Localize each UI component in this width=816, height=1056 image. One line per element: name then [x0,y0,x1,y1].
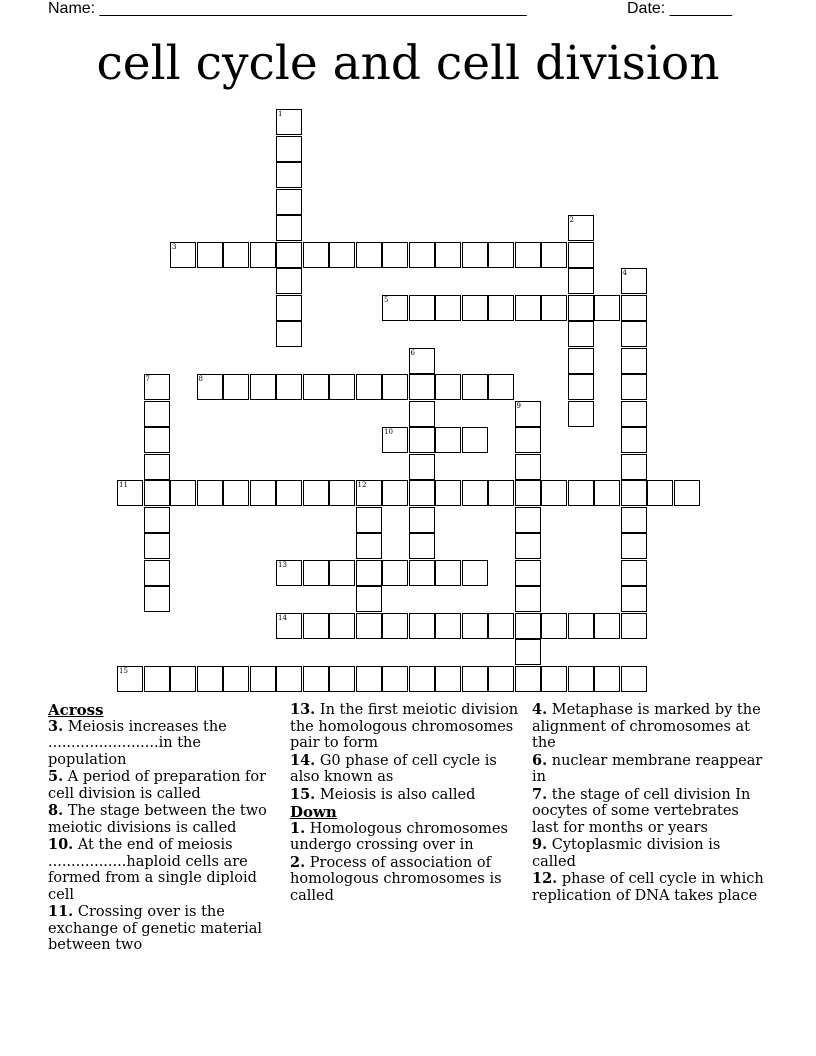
crossword-cell[interactable] [568,401,594,427]
clue-across-14 [290,753,526,786]
clue-text: Cytoplasmic division is called [532,837,721,870]
crossword-cell[interactable] [435,427,461,453]
crossword-cell[interactable] [621,268,647,294]
across-heading: Across [48,701,104,719]
crossword-cell[interactable] [329,242,355,268]
crossword-cell[interactable] [568,268,594,294]
crossword-cell[interactable] [409,242,435,268]
crossword-cell[interactable] [568,666,594,692]
cell-number: 5 [384,295,389,304]
crossword-cell[interactable] [303,242,329,268]
crossword-cell[interactable] [594,666,620,692]
clue-number: 4. [532,701,548,718]
crossword-cell[interactable] [170,480,196,506]
crossword-cell[interactable] [144,560,170,586]
crossword-cell[interactable] [382,560,408,586]
crossword-cell[interactable] [250,242,276,268]
clue-down-6 [532,753,768,786]
crossword-cell[interactable] [488,613,514,639]
cell-number: 1 [278,110,283,118]
crossword-cell[interactable] [462,295,488,321]
crossword-cell[interactable] [303,613,329,639]
crossword-cell[interactable] [621,374,647,400]
crossword-cell[interactable] [621,666,647,692]
cell-number: 7 [145,375,150,383]
crossword-cell[interactable] [223,480,249,506]
crossword-cell[interactable] [144,454,170,480]
clue-number: 2. [290,853,306,871]
clue-across-8 [48,803,278,836]
crossword-cell[interactable] [276,215,302,241]
clue-across-5 [48,769,278,802]
crossword-cell[interactable] [409,666,435,692]
clue-text: Metaphase is marked by the alignment of chromosomes at the [532,702,761,751]
crossword-cell[interactable] [144,427,170,453]
crossword-cell[interactable] [356,666,382,692]
clue-text: The stage between the two meiotic divisions is called [48,803,267,836]
header [48,0,748,22]
crossword-cell[interactable] [409,613,435,639]
crossword-cell[interactable] [488,374,514,400]
crossword-cell[interactable] [356,613,382,639]
crossword-cell[interactable] [409,533,435,559]
crossword-cell[interactable] [515,613,541,639]
crossword-cell[interactable] [276,480,302,506]
crossword-cell[interactable] [382,480,408,506]
crossword-cell[interactable] [409,374,435,400]
crossword-cell[interactable] [382,374,408,400]
crossword-cell[interactable] [621,401,647,427]
crossword-cell[interactable] [144,401,170,427]
crossword-cell[interactable] [462,374,488,400]
crossword-cell[interactable] [409,507,435,533]
crossword-cell[interactable] [568,480,594,506]
crossword-cell[interactable] [541,666,567,692]
crossword-cell[interactable] [621,613,647,639]
crossword-cell[interactable] [409,401,435,427]
crossword-cell[interactable] [144,507,170,533]
cell-number: 9 [516,401,521,410]
clue-number: 8. [48,802,64,819]
crossword-cell[interactable] [515,560,541,586]
crossword-cell[interactable] [568,215,594,241]
crossword-cell[interactable] [170,666,196,692]
crossword-cell[interactable] [568,321,594,347]
page-title: cell cycle and cell division [96,36,720,91]
crossword-cell[interactable] [462,666,488,692]
crossword-cell[interactable] [594,295,620,321]
crossword-cell[interactable] [621,348,647,374]
crossword-cell[interactable] [144,480,170,506]
clue-down-12 [532,871,768,904]
name-field-label[interactable]: Name: ________________________________________________ [48,0,527,17]
crossword-cell[interactable] [409,560,435,586]
clue-text: Meiosis is also called [319,786,476,803]
crossword-cell[interactable] [541,242,567,268]
cell-number: 6 [410,348,415,357]
crossword-cell[interactable] [515,242,541,268]
crossword-cell[interactable] [621,533,647,559]
crossword-cell[interactable] [541,613,567,639]
clue-number: 11. [48,903,74,920]
crossword-cell[interactable] [250,374,276,400]
crossword-cell[interactable] [488,242,514,268]
clue-number: 5. [48,768,64,785]
crossword-cell[interactable] [515,295,541,321]
crossword-cell[interactable] [276,189,302,215]
crossword-cell[interactable] [197,242,223,268]
cell-number: 11 [119,481,128,489]
crossword-cell[interactable] [409,295,435,321]
clue-column-2 [290,702,526,905]
clue-text: A period of preparation for cell division is called [48,769,267,802]
crossword-cell[interactable] [329,666,355,692]
crossword-cell[interactable] [462,613,488,639]
crossword-cell[interactable] [250,480,276,506]
crossword-cell[interactable] [223,666,249,692]
cell-number: 12 [357,481,367,489]
crossword-cell[interactable] [515,533,541,559]
crossword-cell[interactable] [462,560,488,586]
crossword-cell[interactable] [223,242,249,268]
clue-number: 3. [48,717,64,735]
crossword-cell[interactable] [435,374,461,400]
crossword-cell[interactable] [515,507,541,533]
crossword-cell[interactable] [303,666,329,692]
cell-number: 15 [119,666,128,675]
crossword-cell[interactable] [144,374,170,400]
crossword-cell[interactable] [303,560,329,586]
crossword-cell[interactable] [462,242,488,268]
clue-across-3 [48,719,278,769]
crossword-cell[interactable] [435,295,461,321]
crossword-cell[interactable] [674,480,700,506]
crossword-cell[interactable] [303,480,329,506]
crossword-cell[interactable] [356,242,382,268]
crossword-cell[interactable] [488,666,514,692]
clue-number: 6. [532,751,548,769]
clue-down-4 [532,702,768,752]
clue-number: 7. [532,785,548,803]
cell-number: 14 [278,613,287,622]
crossword-cell[interactable] [515,586,541,612]
crossword-cell[interactable] [568,242,594,268]
crossword-cell[interactable] [329,480,355,506]
clue-number: 9. [532,836,548,853]
crossword-cell[interactable] [515,639,541,665]
crossword-cell[interactable] [382,242,408,268]
crossword-cell[interactable] [409,427,435,453]
down-heading: Down [290,803,337,821]
crossword-cell[interactable] [568,613,594,639]
crossword-cell[interactable] [223,374,249,400]
crossword-cell[interactable] [594,613,620,639]
crossword-cell[interactable] [276,136,302,162]
crossword-cell[interactable] [488,295,514,321]
crossword-cell[interactable] [170,242,196,268]
crossword-cell[interactable] [356,560,382,586]
crossword-cell[interactable] [144,533,170,559]
cell-number: 2 [569,216,574,224]
crossword-cell[interactable] [117,666,143,692]
clue-down-2 [290,855,526,905]
crossword-cell[interactable] [250,666,276,692]
cell-number: 3 [172,242,177,251]
crossword-cell[interactable] [276,109,302,135]
clue-text: At the end of meiosis .................haploid cells are formed from a single diploid cell [48,837,257,903]
clue-number: 14. [290,751,316,769]
clue-across-13 [290,702,526,752]
crossword-cell[interactable] [568,348,594,374]
crossword-cell[interactable] [276,560,302,586]
crossword-cell[interactable] [382,427,408,453]
crossword-cell[interactable] [515,427,541,453]
crossword-cell[interactable] [568,374,594,400]
date-field-label[interactable]: Date: _______ [627,0,732,17]
crossword-cell[interactable] [647,480,673,506]
clue-number: 10. [48,836,74,853]
crossword-cell[interactable] [541,295,567,321]
crossword-cell[interactable] [515,666,541,692]
clue-down-7 [532,787,768,837]
clue-column-1 [48,702,278,955]
crossword-cell[interactable] [621,480,647,506]
crossword-cell[interactable] [329,560,355,586]
crossword-cell[interactable] [515,480,541,506]
crossword-cell[interactable] [382,613,408,639]
crossword-cell[interactable] [409,480,435,506]
crossword-cell[interactable] [329,374,355,400]
crossword-cell[interactable] [117,480,143,506]
clue-number: 13. [290,701,316,718]
crossword-cell[interactable] [409,454,435,480]
crossword-cell[interactable] [276,242,302,268]
crossword-cell[interactable] [382,666,408,692]
crossword-cell[interactable] [621,454,647,480]
clue-text: Homologous chromosomes undergo crossing over in [290,820,508,853]
clue-text: Meiosis increases the ........................in the population [48,718,227,768]
crossword-cell[interactable] [435,613,461,639]
crossword-cell[interactable] [435,242,461,268]
crossword-cell[interactable] [621,295,647,321]
clue-across-15 [290,787,526,804]
crossword-cell[interactable] [276,613,302,639]
crossword-cell[interactable] [329,613,355,639]
crossword-cell[interactable] [462,427,488,453]
crossword-cell[interactable] [144,586,170,612]
crossword-cell[interactable] [382,295,408,321]
clue-across-11 [48,904,278,954]
clue-down-1 [290,821,526,854]
crossword-cell[interactable] [594,480,620,506]
clue-number: 1. [290,819,306,837]
crossword-cell[interactable] [462,480,488,506]
clue-text: In the first meiotic division the homologous chromosomes pair to form [290,702,519,751]
cell-number: 10 [384,428,393,436]
crossword-cell[interactable] [276,666,302,692]
crossword-cell[interactable] [621,560,647,586]
crossword-cell[interactable] [515,401,541,427]
crossword-cell[interactable] [276,268,302,294]
crossword-cell[interactable] [568,295,594,321]
crossword-cell[interactable] [621,586,647,612]
clue-text: Crossing over is the exchange of genetic material between two [48,904,263,953]
crossword-cell[interactable] [276,162,302,188]
crossword-cell[interactable] [303,374,329,400]
clue-across-10 [48,837,278,903]
crossword-cell[interactable] [356,507,382,533]
crossword-cell[interactable] [621,507,647,533]
clue-number: 15. [290,785,316,803]
clue-number: 12. [532,870,558,887]
clue-text: nuclear membrane reappear in [532,752,763,785]
clue-text: phase of cell cycle in which replication of DNA takes place [532,871,764,904]
crossword-cell[interactable] [356,480,382,506]
crossword-cell[interactable] [435,560,461,586]
cell-number: 13 [278,560,287,569]
cell-number: 4 [622,269,627,277]
clue-down-9 [532,837,768,870]
clue-text: Process of association of homologous chromosomes is called [290,854,502,904]
crossword-cell[interactable] [435,666,461,692]
crossword-cell[interactable] [541,480,567,506]
crossword-cell[interactable] [276,321,302,347]
cell-number: 8 [198,375,203,383]
crossword-cell[interactable] [488,480,514,506]
crossword-cell[interactable] [409,348,435,374]
clue-column-3 [532,702,768,905]
crossword-cell[interactable] [621,427,647,453]
crossword-cell[interactable] [435,480,461,506]
crossword-cell[interactable] [197,480,223,506]
crossword-cell[interactable] [197,666,223,692]
crossword-cell[interactable] [356,586,382,612]
crossword-cell[interactable] [515,454,541,480]
crossword-cell[interactable] [276,295,302,321]
crossword-cell[interactable] [276,374,302,400]
crossword-cell[interactable] [621,321,647,347]
clue-text: the stage of cell division In oocytes of some vertebrates last for months or years [532,786,751,836]
clue-text: G0 phase of cell cycle is also known as [290,752,497,785]
crossword-cell[interactable] [356,533,382,559]
crossword-cell[interactable] [197,374,223,400]
crossword-cell[interactable] [356,374,382,400]
crossword-cell[interactable] [144,666,170,692]
